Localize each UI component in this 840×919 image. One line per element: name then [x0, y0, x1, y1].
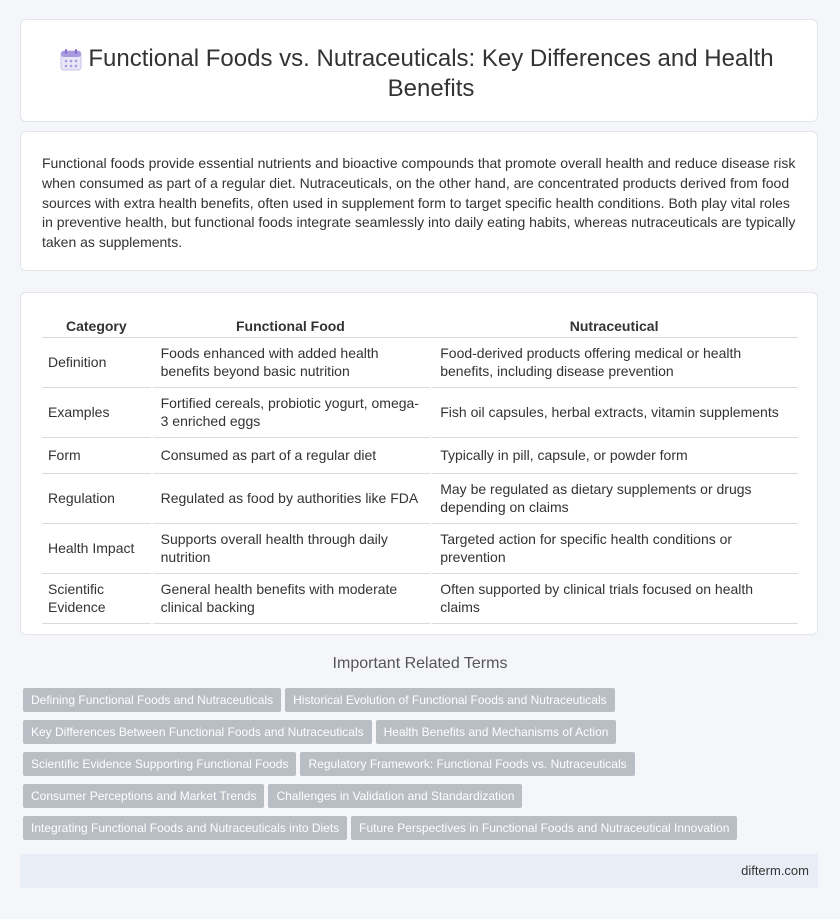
table-row	[42, 524, 798, 574]
related-term-tag[interactable]: Health Benefits and Mechanisms of Action	[376, 720, 617, 744]
page-title: Functional Foods vs. Nutraceuticals: Key Differences and Health Benefits	[88, 45, 774, 102]
table-row	[42, 438, 798, 474]
table-row	[42, 474, 798, 524]
title-row	[21, 44, 817, 104]
row-functional-food: Consumed as part of a regular diet	[151, 438, 431, 474]
column-header-functional-food: Functional Food	[151, 310, 431, 338]
comparison-table	[42, 310, 798, 624]
row-nutraceutical: Often supported by clinical trials focused on health claims	[430, 574, 798, 624]
row-category: Definition	[42, 338, 151, 388]
row-functional-food: General health benefits with moderate clinical backing	[151, 574, 431, 624]
related-term-tag[interactable]: Future Perspectives in Functional Foods and Nutraceutical Innovation	[351, 816, 737, 840]
summary-card	[20, 131, 818, 271]
row-nutraceutical: May be regulated as dietary supplements or drugs depending on claims	[430, 474, 798, 524]
related-term-tag[interactable]: Challenges in Validation and Standardization	[268, 784, 522, 808]
column-header-nutraceutical: Nutraceutical	[430, 310, 798, 338]
row-functional-food: Foods enhanced with added health benefits beyond basic nutrition	[151, 338, 431, 388]
row-functional-food: Supports overall health through daily nutrition	[151, 524, 431, 574]
row-category: Regulation	[42, 474, 151, 524]
row-functional-food: Regulated as food by authorities like FDA	[151, 474, 431, 524]
summary-paragraph: Functional foods provide essential nutrients and bioactive compounds that promote overall health and reduce disease risk when consumed as part of a regular diet. Nutraceuticals, on the other hand, are concentrated products derived from food sources with extra health benefits, often used in supplement form to target specific health conditions. Both play vital roles in preventive health, but functional foods integrate seamlessly into daily eating habits, whereas nutraceuticals are typically taken as supplements.	[42, 155, 796, 251]
row-category: Examples	[42, 388, 151, 438]
row-nutraceutical: Fish oil capsules, herbal extracts, vitamin supplements	[430, 388, 798, 438]
related-term-tag[interactable]: Historical Evolution of Functional Foods and Nutraceuticals	[285, 688, 615, 712]
row-nutraceutical: Targeted action for specific health conditions or prevention	[430, 524, 798, 574]
related-terms-heading: Important Related Terms	[332, 655, 508, 672]
row-nutraceutical: Typically in pill, capsule, or powder form	[430, 438, 798, 474]
related-term-tag[interactable]: Defining Functional Foods and Nutraceuticals	[23, 688, 281, 712]
row-category: Scientific Evidence	[42, 574, 151, 624]
related-term-tag[interactable]: Integrating Functional Foods and Nutraceuticals into Diets	[23, 816, 347, 840]
site-name[interactable]: difterm.com	[741, 863, 809, 878]
related-term-tag[interactable]: Key Differences Between Functional Foods and Nutraceuticals	[23, 720, 372, 744]
footer-bar	[20, 854, 818, 888]
related-term-tag[interactable]: Consumer Perceptions and Market Trends	[23, 784, 264, 808]
related-term-tag[interactable]: Scientific Evidence Supporting Functional Foods	[23, 752, 296, 776]
related-term-tag[interactable]: Regulatory Framework: Functional Foods vs. Nutraceuticals	[300, 752, 634, 776]
row-category: Form	[42, 438, 151, 474]
column-header-category: Category	[42, 310, 151, 338]
title-card	[20, 19, 818, 122]
row-functional-food: Fortified cereals, probiotic yogurt, omega-3 enriched eggs	[151, 388, 431, 438]
related-terms-list	[23, 688, 803, 848]
row-nutraceutical: Food-derived products offering medical or health benefits, including disease prevention	[430, 338, 798, 388]
calendar-icon	[60, 48, 82, 72]
table-row	[42, 388, 798, 438]
row-category: Health Impact	[42, 524, 151, 574]
table-row	[42, 338, 798, 388]
comparison-card	[20, 292, 818, 635]
table-row	[42, 574, 798, 624]
table-header-row	[42, 310, 798, 338]
